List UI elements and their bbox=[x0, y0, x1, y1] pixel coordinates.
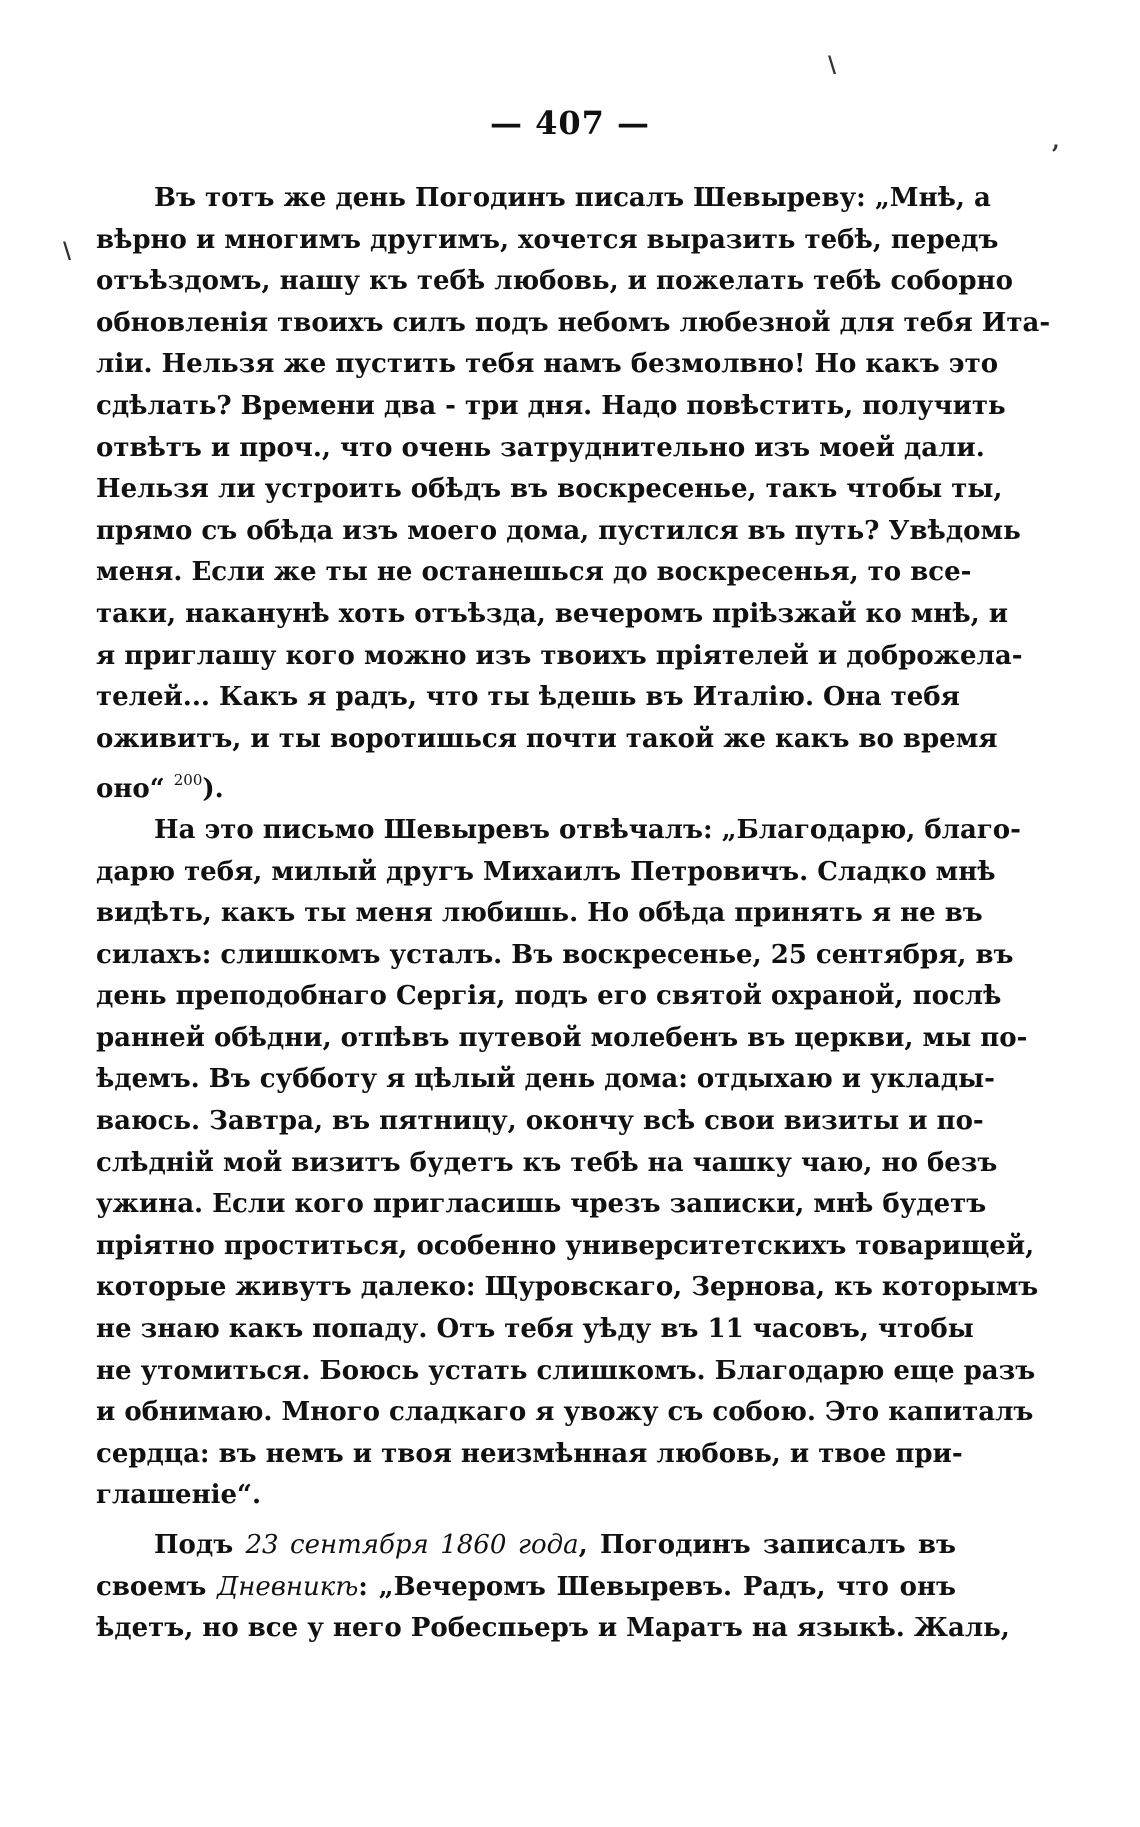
text-line: я приглашу кого можно изъ твоихъ пріятелей и доброжела- bbox=[96, 640, 1023, 671]
paragraph bbox=[96, 810, 1039, 1517]
text-line: На это письмо Шевыревъ отвѣчалъ: „Благодарю, благо- bbox=[154, 814, 1021, 845]
text-line: меня. Если же ты не останешься до воскресенья, то все- bbox=[96, 557, 972, 588]
text-line: отвѣтъ и проч., что очень затруднительно изъ моей дали. bbox=[96, 432, 985, 463]
text-line: ліи. Нельзя же пустить тебя намъ безмолвно! Но какъ это bbox=[96, 349, 999, 380]
margin-mark: \ bbox=[63, 238, 72, 264]
text-run: глашеніе“. bbox=[96, 1480, 262, 1511]
text-line: день преподобнаго Сергія, подъ его святой охраной, послѣ bbox=[96, 981, 1002, 1012]
text-line: сердца: въ немъ и твоя неизмѣнная любовь, и твое при- bbox=[96, 1438, 963, 1469]
text-line: Нельзя ли устроить обѣдъ въ воскресенье, такъ чтобы ты, bbox=[96, 474, 1003, 505]
text-line: которые живутъ далеко: Щуровскаго, Зернова, къ которымъ bbox=[96, 1272, 1039, 1303]
margin-mark: , bbox=[1052, 128, 1060, 154]
text-line: силахъ: слишкомъ усталъ. Въ воскресенье, 25 сентября, въ bbox=[96, 939, 1014, 970]
text-line: оживитъ, и ты воротишься почти такой же какъ во время bbox=[96, 723, 998, 754]
page-number: — 407 — bbox=[489, 104, 651, 142]
text-line: отъѣздомъ, нашу къ тебѣ любовь, и пожелать тебѣ соборно bbox=[96, 266, 1013, 297]
text-run: Подъ bbox=[154, 1530, 234, 1560]
text-line: таки, наканунѣ хоть отъѣзда, вечеромъ пріѣзжай ко мнѣ, и bbox=[96, 598, 1008, 629]
text-run: своемъ bbox=[96, 1571, 207, 1602]
text-line: ужина. Если кого пригласишь чрезъ записки, мнѣ будетъ bbox=[96, 1189, 987, 1220]
margin-mark: \ bbox=[828, 52, 837, 78]
page-body bbox=[96, 178, 1051, 1650]
text-line: дарю тебя, милый другъ Михаилъ Петровичъ. Сладко мнѣ bbox=[96, 856, 996, 887]
footnote-reference: 200 bbox=[173, 771, 203, 790]
text-line: ѣдемъ. Въ субботу я цѣлый день дома: отдыхаю и уклады- bbox=[96, 1064, 995, 1095]
text-line bbox=[96, 1567, 956, 1609]
text-line: не утомиться. Боюсь устать слишкомъ. Благодарю еще разъ bbox=[96, 1355, 1036, 1386]
text-run: ). bbox=[202, 774, 224, 805]
text-line: прямо съ обѣда изъ моего дома, пустился въ путь? Увѣдомь bbox=[96, 515, 1021, 546]
text-line: ранней обѣдни, отпѣвъ путевой молебенъ въ церкви, мы по- bbox=[96, 1022, 1028, 1053]
italic-date: 23 сентября 1860 года bbox=[245, 1530, 579, 1560]
italic-title: Дневникѣ bbox=[217, 1571, 359, 1602]
text-run: , Погодинъ записалъ въ bbox=[578, 1530, 956, 1560]
text-line bbox=[96, 1525, 956, 1567]
text-line: ѣдетъ, но все у него Робеспьеръ и Маратъ на языкѣ. Жаль, bbox=[96, 1613, 1010, 1644]
paragraph bbox=[96, 1525, 1010, 1650]
text-line: пріятно проститься, особенно университетскихъ товарищей, bbox=[96, 1230, 1035, 1261]
text-line: обновленія твоихъ силъ подъ небомъ любезной для тебя Ита- bbox=[96, 307, 1051, 338]
text-line: Въ тотъ же день Погодинъ писалъ Шевыреву: „Мнѣ, а bbox=[154, 183, 991, 213]
text-line: ваюсь. Завтра, въ пятницу, окончу всѣ свои визиты и по- bbox=[96, 1106, 984, 1137]
text-line: телей... Какъ я радъ, что ты ѣдешь въ Италію. Она тебя bbox=[96, 682, 960, 713]
text-line: вѣрно и многимъ другимъ, хочется выразить тебѣ, передъ bbox=[96, 224, 999, 255]
text-line: видѣть, какъ ты меня любишь. Но обѣда принять я не въ bbox=[96, 898, 983, 929]
text-run: : „Вечеромъ Шевыревъ. Радъ, что онъ bbox=[358, 1571, 956, 1602]
text-run: оно“ bbox=[96, 774, 165, 805]
text-line: не знаю какъ попаду. Отъ тебя уѣду въ 11 часовъ, чтобы bbox=[96, 1314, 974, 1345]
text-line: слѣдній мой визитъ будетъ къ тебѣ на чашку чаю, но безъ bbox=[96, 1147, 998, 1178]
text-line bbox=[96, 1475, 956, 1517]
text-line bbox=[96, 760, 956, 805]
text-line: и обнимаю. Много сладкаго я увожу съ собою. Это капиталъ bbox=[96, 1397, 1034, 1428]
paragraph bbox=[96, 178, 1051, 805]
text-line: сдѣлать? Времени два - три дня. Надо повѣстить, получить bbox=[96, 390, 1006, 421]
